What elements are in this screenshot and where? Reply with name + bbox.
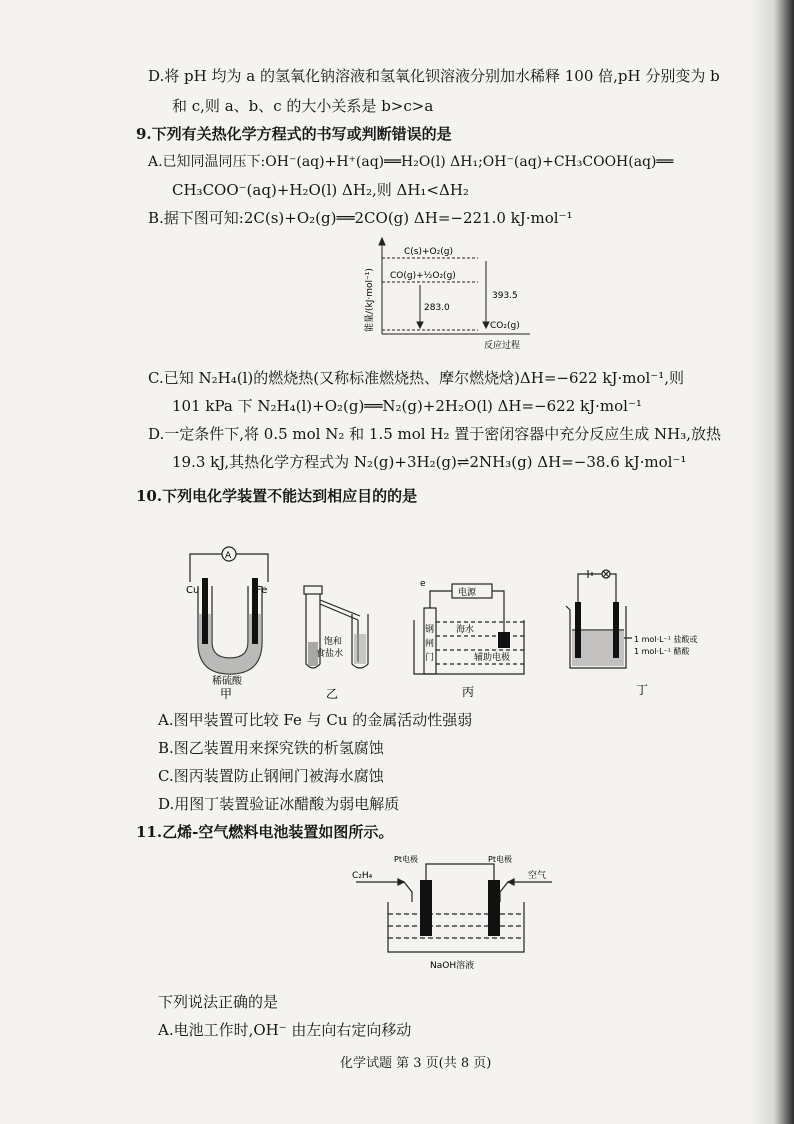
page-edge-shadow [750, 0, 794, 1124]
fuel-cell-solution-label: NaOH溶液 [430, 961, 475, 971]
bing-caption: 丙 [462, 685, 475, 699]
bing-sea-label: 海水 [456, 625, 475, 635]
q9-option-a-line1: A.已知同温同压下:OH⁻(aq)+H⁺(aq)══H₂O(l) ΔH₁;OH⁻(aq)+CH₃COOH(aq)══ [148, 154, 674, 170]
energy-diagram-xlabel: 反应过程 [484, 341, 521, 351]
bing-gate-char2: 闸 [425, 639, 435, 649]
q11-stem: 11.乙烯-空气燃料电池装置如图所示。 [136, 823, 394, 841]
fuel-cell-air-label: 空气 [528, 871, 547, 881]
apparatus-jia [180, 544, 280, 700]
energy-level-mid: CO(g)+½O₂(g) [390, 271, 456, 281]
q10-option-c: C.图丙装置防止钢闸门被海水腐蚀 [158, 767, 384, 785]
fuel-cell-c2h4-label: C₂H₄ [352, 871, 373, 881]
yi-solution-line2: 食盐水 [316, 649, 344, 659]
ding-caption: 丁 [636, 683, 649, 697]
jia-solution-label: 稀硫酸 [212, 676, 242, 687]
q9-option-d-line2: 19.3 kJ,其热化学方程式为 N₂(g)+3H₂(g)⇌2NH₃(g) ΔH=−38.6 kJ·mol⁻¹ [172, 453, 687, 471]
fuel-cell-left-electrode: Pt电极 [394, 855, 418, 864]
jia-fe-label: Fe [256, 585, 268, 596]
bing-gate-char3: 门 [425, 653, 435, 663]
q8-option-d-line1: D.将 pH 均为 a 的氢氧化钠溶液和氢氧化钡溶液分别加水稀释 100 倍,pH 分别变为 b [148, 67, 720, 85]
apparatus-yi [296, 582, 390, 700]
ding-solution-line2: 1 mol·L⁻¹ 醋酸 [634, 647, 690, 656]
apparatus-bing [404, 574, 528, 700]
energy-value-large: 393.5 [492, 291, 518, 301]
yi-caption: 乙 [326, 687, 339, 700]
energy-diagram-ylabel: 能量/(kJ·mol⁻¹) [365, 268, 375, 332]
bing-power-label: 电源 [458, 588, 477, 598]
q11-prompt: 下列说法正确的是 [158, 993, 279, 1011]
q9-stem: 9.下列有关热化学方程式的书写或判断错误的是 [136, 125, 452, 143]
q9-option-c-line2: 101 kPa 下 N₂H₄(l)+O₂(g)══N₂(g)+2H₂O(l) ΔH=−622 kJ·mol⁻¹ [172, 397, 642, 415]
apparatus-ding [560, 566, 710, 700]
energy-level-bottom: CO₂(g) [490, 321, 520, 331]
jia-caption: 甲 [220, 687, 233, 700]
energy-level-top: C(s)+O₂(g) [404, 247, 453, 257]
energy-diagram [360, 236, 540, 354]
fuel-cell-diagram [348, 852, 558, 976]
q10-option-d: D.用图丁装置验证冰醋酸为弱电解质 [158, 795, 400, 813]
jia-cu-label: Cu [186, 585, 200, 596]
q9-option-a-line2: CH₃COO⁻(aq)+H₂O(l) ΔH₂,则 ΔH₁<ΔH₂ [172, 181, 469, 199]
page-footer: 化学试题 第 3 页(共 8 页) [340, 1056, 492, 1071]
bing-electron-label: e [420, 579, 426, 589]
q9-option-c-line1: C.已知 N₂H₄(l)的燃烧热(又称标准燃烧热、摩尔燃烧焓)ΔH=−622 kJ·mol⁻¹,则 [148, 369, 684, 387]
ding-solution-line1: 1 mol·L⁻¹ 盐酸或 [634, 635, 698, 644]
q9-option-b: B.据下图可知:2C(s)+O₂(g)══2CO(g) ΔH=−221.0 kJ·mol⁻¹ [148, 209, 573, 227]
q8-option-d-line2: 和 c,则 a、b、c 的大小关系是 b>c>a [172, 97, 434, 115]
q10-stem: 10.下列电化学装置不能达到相应目的的是 [136, 487, 418, 505]
yi-solution-line1: 饱和 [324, 637, 343, 647]
fuel-cell-right-electrode: Pt电极 [488, 855, 512, 864]
q11-option-a: A.电池工作时,OH⁻ 由左向右定向移动 [158, 1021, 412, 1039]
q10-option-b: B.图乙装置用来探究铁的析氢腐蚀 [158, 739, 384, 757]
q9-option-d-line1: D.一定条件下,将 0.5 mol N₂ 和 1.5 mol H₂ 置于密闭容器中充分反应生成 NH₃,放热 [148, 425, 721, 443]
bing-aux-label: 辅助电极 [474, 653, 511, 663]
bing-gate-char1: 钢 [425, 625, 435, 635]
q10-option-a: A.图甲装置可比较 Fe 与 Cu 的金属活动性强弱 [158, 711, 473, 729]
energy-value-small: 283.0 [424, 303, 450, 313]
ammeter-icon: A [225, 551, 232, 561]
